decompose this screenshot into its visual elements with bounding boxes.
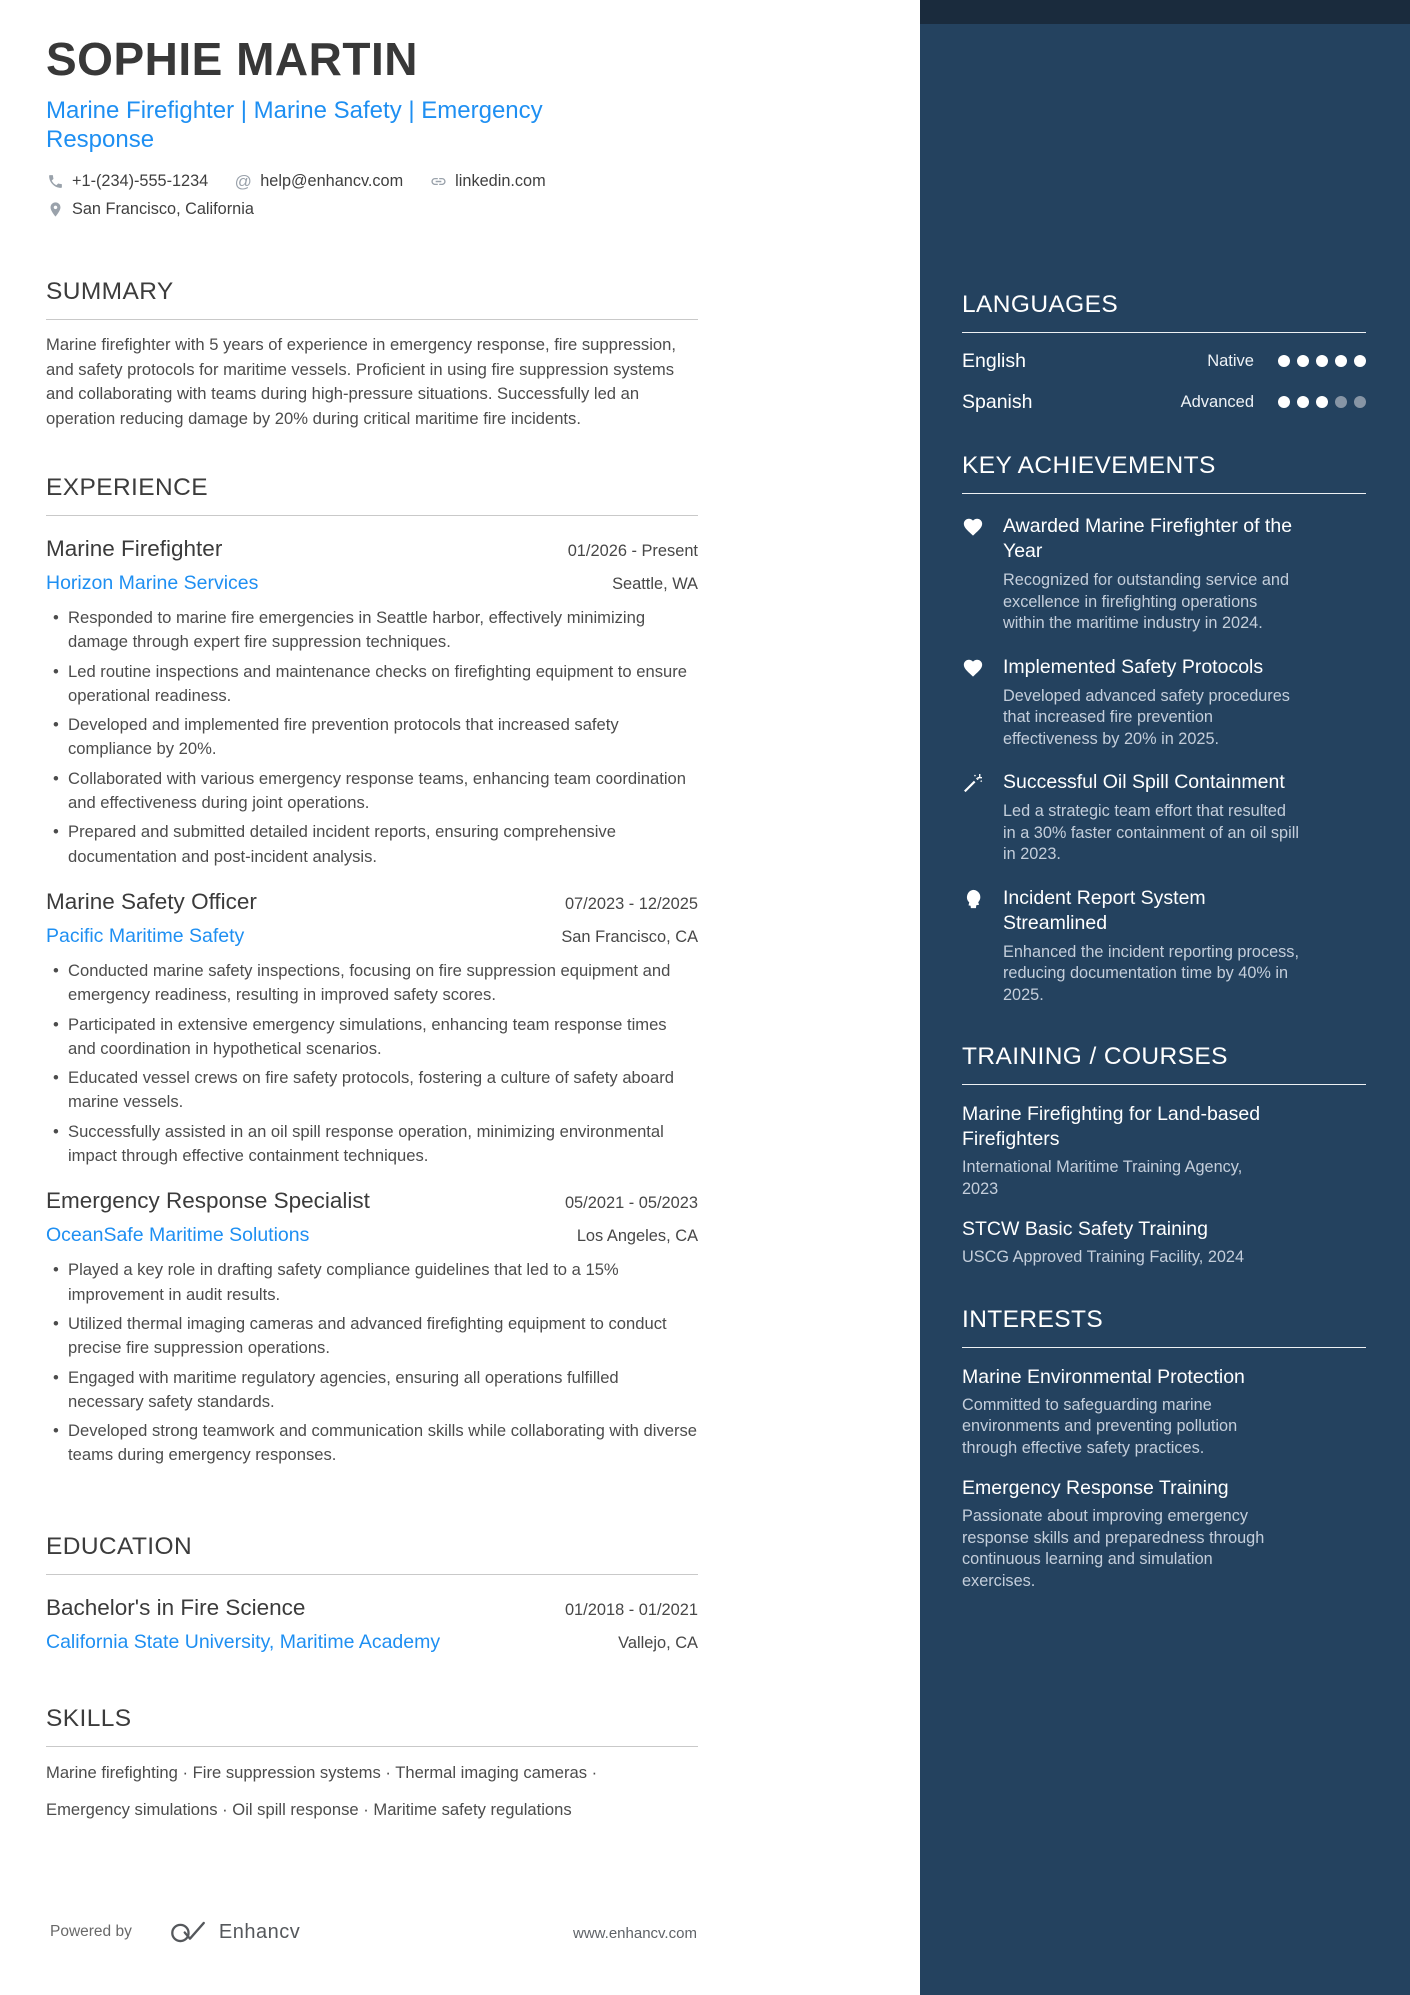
mind-icon xyxy=(962,886,986,1007)
level-dot xyxy=(1297,355,1309,367)
language-level-dots xyxy=(1278,355,1366,367)
heart-icon xyxy=(962,514,986,635)
job-bullet: • Prepared and submitted detailed incident reports, ensuring comprehensive documentation and post-incident analysis. xyxy=(46,820,698,869)
job-location: Seattle, WA xyxy=(612,575,698,593)
interest-title: Marine Environmental Protection xyxy=(962,1365,1245,1388)
phone-number: +1-(234)-555-1234 xyxy=(72,172,209,190)
job-bullet: • Developed strong teamwork and communication skills while collaborating with diverse teams during emergency responses. xyxy=(46,1419,698,1468)
job-bullet: • Successfully assisted in an oil spill response operation, minimizing environmental impact through effective containment techniques. xyxy=(46,1120,698,1169)
link-item xyxy=(429,170,546,193)
achievement-description: Enhanced the incident reporting process, reducing documentation time by 40% in 2025. xyxy=(1003,942,1299,1004)
skills-line: Marine firefighting · Fire suppression systems · Thermal imaging cameras · xyxy=(46,1762,598,1782)
level-dot xyxy=(1316,396,1328,408)
job-bullet: • Played a key role in drafting safety compliance guidelines that led to a 15% improvement in audit results. xyxy=(46,1258,698,1307)
language-name: English xyxy=(962,350,1026,372)
skills-heading: SKILLS xyxy=(46,1704,698,1747)
achievement-title: Successful Oil Spill Containment xyxy=(1003,771,1285,793)
job-dates: 01/2026 - Present xyxy=(567,542,698,560)
candidate-name: SOPHIE MARTIN xyxy=(46,33,418,85)
sidebar-top-strip xyxy=(920,0,1410,24)
job-head-row xyxy=(46,535,698,563)
job-title: Emergency Response Specialist xyxy=(46,1188,370,1214)
job-head-row xyxy=(46,888,698,916)
job-location: Los Angeles, CA xyxy=(576,1227,698,1246)
achievement-title: Awarded Marine Firefighter of the Year xyxy=(1003,515,1293,562)
training-subtitle: USCG Approved Training Facility, 2024 xyxy=(962,1248,1245,1266)
achievement-item xyxy=(962,770,1366,866)
interest-title: Emergency Response Training xyxy=(962,1477,1229,1499)
phone-icon xyxy=(46,173,64,191)
school-link[interactable]: California State University, Maritime Academy xyxy=(46,1630,441,1653)
job-bullet: • Educated vessel crews on fire safety protocols, fostering a culture of safety aboard marine vessels. xyxy=(46,1066,698,1115)
interests-section xyxy=(962,1305,1366,1593)
job-bullet: • Participated in extensive emergency simulations, enhancing team response times and coordination in hypothetical scenarios. xyxy=(46,1013,698,1062)
training-items xyxy=(962,1102,1366,1269)
job-sub-row xyxy=(46,1223,698,1247)
achievements-heading: KEY ACHIEVEMENTS xyxy=(962,451,1366,494)
language-level: Native xyxy=(1207,351,1254,370)
location-text: San Francisco, California xyxy=(72,200,254,218)
job-bullets xyxy=(46,606,698,869)
language-name: Spanish xyxy=(962,391,1033,413)
job-bullet: • Conducted marine safety inspections, focusing on fire suppression equipment and emergency readiness, resulting in improved safety scores. xyxy=(46,959,698,1008)
achievement-text xyxy=(1003,655,1303,751)
level-dot xyxy=(1278,355,1290,367)
training-title: Marine Firefighting for Land-based Firefighters xyxy=(962,1103,1261,1150)
degree-title: Bachelor's in Fire Science xyxy=(46,1594,306,1620)
education-entry xyxy=(46,1594,698,1654)
training-item xyxy=(962,1217,1366,1269)
skills-line: Emergency simulations · Oil spill response · Maritime safety regulations xyxy=(46,1799,572,1819)
languages-heading: LANGUAGES xyxy=(962,290,1366,333)
job-bullet: • Engaged with maritime regulatory agencies, ensuring all operations fulfilled necessary safety standards. xyxy=(46,1366,698,1415)
training-title: STCW Basic Safety Training xyxy=(962,1218,1208,1240)
education-section xyxy=(46,1532,698,1654)
level-dot xyxy=(1335,396,1347,408)
company-link[interactable]: Pacific Maritime Safety xyxy=(46,924,245,947)
job-bullet: • Collaborated with various emergency response teams, enhancing team coordination and effectiveness during joint operations. xyxy=(46,767,698,816)
achievement-text xyxy=(1003,770,1303,866)
email-item xyxy=(234,170,403,193)
languages-section xyxy=(962,290,1366,415)
achievement-title: Implemented Safety Protocols xyxy=(1003,655,1264,678)
job-bullets xyxy=(46,1258,698,1467)
interest-description: Passionate about improving emergency response skills and preparedness through continuous learning and simulation exercises. xyxy=(962,1507,1265,1590)
level-dot xyxy=(1278,396,1290,408)
achievements-section xyxy=(962,451,1366,1006)
job-bullet: • Led routine inspections and maintenance checks on firefighting equipment to ensure operational readiness. xyxy=(46,660,698,709)
enhancv-logo-icon xyxy=(168,1919,210,1945)
interest-description: Committed to safeguarding marine environments and preventing pollution through effective safety practices. xyxy=(962,1395,1238,1457)
level-dot xyxy=(1335,355,1347,367)
achievement-items xyxy=(962,514,1366,1006)
experience-jobs xyxy=(46,535,698,1468)
magic-wand-icon xyxy=(962,770,986,866)
summary-section xyxy=(46,277,698,431)
experience-heading: EXPERIENCE xyxy=(46,473,698,516)
link-icon xyxy=(429,173,447,191)
brand-wordmark: Enhancv xyxy=(218,1920,301,1943)
level-dot xyxy=(1297,396,1309,408)
language-level-dots xyxy=(1278,396,1366,408)
heart-icon xyxy=(962,655,986,751)
main-column xyxy=(46,0,698,1821)
achievement-item xyxy=(962,655,1366,751)
sidebar-content xyxy=(962,290,1366,1592)
email-address[interactable]: help@enhancv.com xyxy=(260,172,404,190)
education-location: Vallejo, CA xyxy=(618,1633,698,1652)
job-sub-row xyxy=(46,924,698,948)
achievement-text xyxy=(1003,886,1303,1007)
job-dates: 07/2023 - 12/2025 xyxy=(564,894,698,913)
job-bullet: • Utilized thermal imaging cameras and advanced firefighting equipment to conduct precise fire suppression operations. xyxy=(46,1312,698,1361)
experience-entry xyxy=(46,535,698,869)
experience-entry xyxy=(46,888,698,1168)
training-heading: TRAINING / COURSES xyxy=(962,1042,1366,1085)
summary-text: Marine firefighter with 5 years of experience in emergency response, fire suppression, and safety protocols for maritime vessels. Proficient in using fire suppression systems and collaborating with teams during high-pressure situations. Successfully led an operation reducing damage by 20% during critical maritime fire incidents. xyxy=(46,335,676,428)
skills-list xyxy=(46,1761,698,1821)
company-link[interactable]: OceanSafe Maritime Solutions xyxy=(46,1224,310,1247)
phone-item xyxy=(46,170,208,193)
job-title: Marine Firefighter xyxy=(46,536,223,561)
training-subtitle: International Maritime Training Agency, 2023 xyxy=(962,1158,1243,1198)
job-bullet: • Responded to marine fire emergencies in Seattle harbor, effectively minimizing damage through expert fire suppression techniques. xyxy=(46,606,698,655)
company-link[interactable]: Horizon Marine Services xyxy=(46,572,259,594)
candidate-title: Marine Firefighter | Marine Safety | Emergency Response xyxy=(46,97,543,153)
achievement-title: Incident Report System Streamlined xyxy=(1003,886,1206,934)
summary-heading: SUMMARY xyxy=(46,277,698,320)
level-dot xyxy=(1316,355,1328,367)
language-level: Advanced xyxy=(1180,392,1254,411)
achievement-description: Led a strategic team effort that resulted in a 30% faster containment of an oil spill in 2023. xyxy=(1003,802,1299,863)
location-item xyxy=(46,198,254,221)
job-bullet: • Developed and implemented fire prevention protocols that increased safety compliance by 20%. xyxy=(46,713,698,762)
experience-entry xyxy=(46,1187,698,1467)
achievement-item xyxy=(962,514,1366,635)
interests-heading: INTERESTS xyxy=(962,1305,1366,1348)
job-location: San Francisco, CA xyxy=(561,927,698,946)
interest-item xyxy=(962,1476,1366,1592)
website-link[interactable]: www.enhancv.com xyxy=(573,1925,697,1942)
training-item xyxy=(962,1102,1366,1200)
linkedin-link[interactable]: linkedin.com xyxy=(455,172,546,190)
language-row xyxy=(962,389,1366,415)
level-dot xyxy=(1354,396,1366,408)
email-at-icon xyxy=(234,173,252,191)
job-title: Marine Safety Officer xyxy=(46,888,257,914)
language-row xyxy=(962,348,1366,374)
achievement-description: Recognized for outstanding service and excellence in firefighting operations within the maritime industry in 2024. xyxy=(1003,571,1290,632)
job-bullets xyxy=(46,959,698,1168)
level-dot xyxy=(1354,355,1366,367)
interest-items xyxy=(962,1365,1366,1593)
job-head-row xyxy=(46,1187,698,1215)
experience-section xyxy=(46,473,698,1468)
contact-row xyxy=(46,170,646,221)
education-heading: EDUCATION xyxy=(46,1532,698,1575)
achievement-text xyxy=(1003,514,1303,635)
training-section xyxy=(962,1042,1366,1269)
location-pin-icon xyxy=(46,201,64,219)
sidebar xyxy=(920,0,1410,1995)
language-rows xyxy=(962,348,1366,415)
education-dates: 01/2018 - 01/2021 xyxy=(564,1600,698,1619)
footer xyxy=(50,1919,300,1945)
achievement-description: Developed advanced safety procedures that increased fire prevention effectiveness by 20% in 2025. xyxy=(1003,686,1290,748)
skills-section xyxy=(46,1704,698,1821)
job-dates: 05/2021 - 05/2023 xyxy=(564,1194,698,1213)
job-sub-row xyxy=(46,571,698,595)
powered-by-label: Powered by xyxy=(50,1923,132,1940)
achievement-item xyxy=(962,886,1366,1007)
interest-item xyxy=(962,1365,1366,1460)
